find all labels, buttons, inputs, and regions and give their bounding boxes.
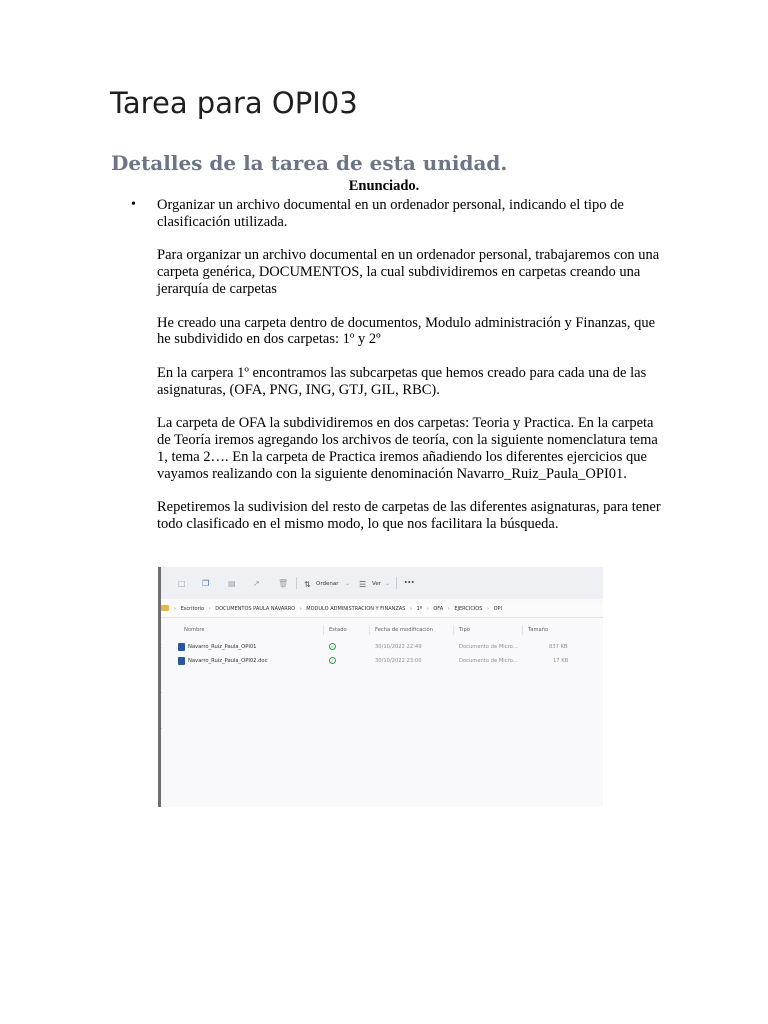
chevron-down-icon: ⌄ [345,580,351,587]
breadcrumb-item[interactable]: EJERCICIOS [454,606,483,612]
more-button[interactable]: ••• [404,580,415,586]
file-modified: 30/10/2022 22:49 [375,644,422,650]
view-button[interactable]: Ver [372,581,381,587]
file-explorer-screenshot [158,567,603,807]
file-size: 17 KB [553,658,569,664]
chevron-down-icon: ⌄ [385,580,391,587]
breadcrumb-item[interactable]: MODULO ADMINISTRACION Y FINANZAS [306,606,406,612]
file-size: 837 KB [549,644,568,650]
chevron-right-icon: › [487,606,489,612]
breadcrumb-item[interactable]: OPI [493,606,503,612]
table-row[interactable] [178,656,578,668]
file-type: Documento de Micro... [459,644,518,650]
column-divider [453,625,454,635]
chevron-right-icon: › [208,606,211,612]
word-document-icon [178,643,185,651]
share-icon[interactable]: ↗ [253,579,260,588]
view-icon: ☰ [359,580,367,589]
paragraph: Para organizar un archivo documental en un ordenador personal, trabajaremos con una carpeta genérica, DOCUMENTOS, la cual subdividiremos en carpetas creando una jerarquía de carpetas [157,247,660,297]
explorer-toolbar [158,567,603,599]
new-icon[interactable]: □ [178,579,186,588]
column-divider [522,625,523,635]
column-header-modified[interactable]: Fecha de modificación [375,627,434,633]
breadcrumb-item[interactable]: OFA [433,606,444,612]
bullet-icon: • [131,197,136,212]
column-header-status[interactable]: Estado [329,627,347,633]
paragraph: He creado una carpeta dentro de documentos, Modulo administración y Finanzas, que he subdividido en dos carpetas: 1º y 2º [157,314,656,348]
chevron-right-icon: › [426,606,429,612]
column-header-size[interactable]: Tamaño [528,627,549,633]
column-header-name[interactable]: Nombre [184,627,205,633]
chevron-right-icon: › [410,606,413,612]
sort-icon: ⇅ [304,580,311,589]
paragraph: La carpeta de OFA la subdividiremos en dos carpetas: Teoria y Practica. En la carpeta de Teoría iremos agregando los archivos de teoría, con la siguiente nomenclatura tema 1, tema 2…. En la carpeta de Practica iremos añadiendo los diferentes ejercicios que vayamos realizando con la siguiente denominación Navarro_Ruiz_Paula_OPI01. [157,415,658,482]
bullet-list [110,197,670,550]
table-row[interactable] [178,642,578,654]
word-document-icon [178,657,185,665]
chevron-right-icon: › [174,606,176,612]
paste-icon[interactable]: ▤ [228,579,236,588]
scrollbar[interactable] [158,567,161,807]
file-modified: 30/10/2022 23:00 [375,658,422,664]
column-divider [369,625,370,635]
synced-check-icon: ✓ [330,644,335,649]
toolbar-divider [396,577,397,589]
paragraph: Repetiremos la sudivision del resto de carpetas de las diferentes asignaturas, para tener todo clasificado en el mismo modo, lo que nos facilitara la búsqueda. [157,499,661,533]
copy-icon[interactable]: ❐ [202,579,210,588]
column-header-type[interactable]: Tipo [459,627,470,633]
section-heading: Detalles de la tarea de esta unidad. [111,151,508,175]
subheading: Enunciado. [348,178,420,194]
sort-button[interactable]: Ordenar [316,581,339,587]
document-title: Tarea para OPI03 [110,86,358,120]
chevron-right-icon: › [447,606,450,612]
chevron-right-icon: › [299,606,302,612]
paragraph: Organizar un archivo documental en un ordenador personal, indicando el tipo de clasificación utilizada. [157,197,624,230]
file-name: Navarro_Ruiz_Paula_OPI01 [188,644,257,650]
delete-icon[interactable]: 🗑 [278,579,289,588]
breadcrumb-item[interactable]: DOCUMENTOS PAULA NAVARRO [215,606,296,612]
folder-icon [161,605,169,611]
paragraph: En la carpera 1º encontramos las subcarpetas que hemos creado para cada una de las asignaturas, (OFA, PNG, ING, GTJ, GIL, RBC). [157,364,647,398]
breadcrumb-item[interactable]: Escritorio [180,606,205,612]
synced-check-icon: ✓ [330,658,335,663]
list-item [110,197,670,533]
breadcrumb [174,606,502,612]
toolbar-divider [296,577,297,589]
file-type: Documento de Micro... [459,658,518,664]
breadcrumb-item[interactable]: 1º [416,606,423,612]
column-divider [323,625,324,635]
file-name: Navarro_Ruiz_Paula_OPI02.doc [188,658,268,664]
